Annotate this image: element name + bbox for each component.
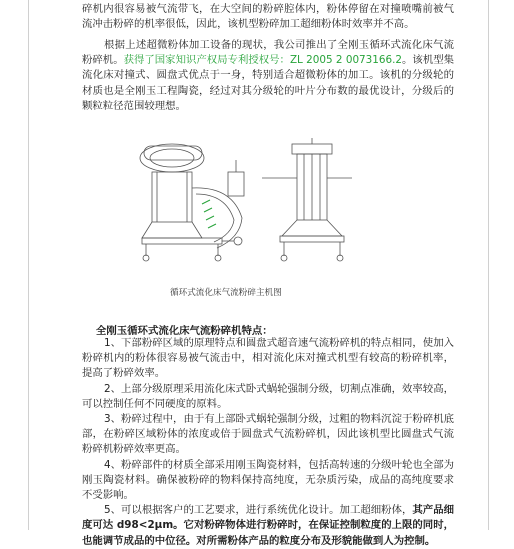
feature-item-5	[82, 503, 454, 549]
product-paragraph	[82, 38, 454, 114]
machine-diagram	[122, 138, 422, 276]
product-rest: 。该机型集流化床对撞式、圆盘式优点于一身，特别适合超微粉体的加工。该机的分级轮的材质也是全刚玉工程陶瓷，经过对其分级轮的叶片分布数的最优设计，分级后的颗粒粒径范围较理想。	[82, 54, 455, 112]
features-list	[82, 336, 454, 549]
features-title: 全刚玉循环式流化床气流粉碎机特点：	[96, 325, 273, 337]
machine-side-view	[262, 138, 352, 261]
left-margin-line	[28, 0, 29, 530]
patent-text: 获得了国家知识产权局专利授权号：ZL 2005 2 0073166.2	[123, 54, 403, 67]
product-lead: 根据上述超微粉体加工设备的现状，我公司推出了全刚玉循环式流化床气流粉碎机。	[82, 39, 454, 67]
right-margin-line	[488, 0, 489, 530]
figure-caption: 循环式流化床气流粉碎主机图	[170, 288, 282, 298]
feature-item-2: 2、上部分级原理采用流化床式卧式蜗轮强制分级，切割点准确，效率较高，可以控制任何不同硬度的原料。	[82, 382, 454, 410]
nozzle-markers	[202, 200, 216, 228]
intro-paragraph: 碎机内很容易被气流带飞，在大空间的粉碎腔体内，粉体停留在对撞喷嘴前被气流冲击粉碎的机率很低，因此，该机型粉碎加工超细粉体时效率并不高。	[82, 3, 454, 31]
machine-front-view	[140, 144, 244, 261]
feature-item-1: 1、下部粉碎区域的原理特点和圆盘式超音速气流粉碎机的特点相同，使加入粉碎机内的粉体很容易被气流击中，相对流化床对撞式机型有较高的粉碎机率，提高了粉碎效率。	[82, 337, 454, 380]
feature-item-3: 3、粉碎过程中，由于有上部卧式蜗轮强制分级，过粗的物料沉淀于粉碎机底部，在粉碎区域粉体的浓度或倍于圆盘式气流粉碎机，因此该机型比圆盘式气流粉碎机粉碎效率更高。	[82, 413, 454, 456]
feature-item-5-bold: 其产品细度可达 d98<2μm。它对粉碎物体进行粉碎时，在保证控制粒度的上限的同时，也能调节成品的中位径。对所需粉体产品的粒度分布及形貌能做到人为控制。	[82, 504, 454, 547]
feature-item-5-lead: 5、可以根据客户的工艺要求，进行系统优化设计。加工超细粉体，	[104, 504, 413, 517]
feature-item-4: 4、粉碎部件的材质全部采用刚玉陶瓷材料，包括高转速的分级叶轮也全部为刚玉陶瓷材料。确保被粉碎的物料保持高纯度，无杂质污染，成品的高纯度要求不受影响。	[82, 458, 454, 502]
